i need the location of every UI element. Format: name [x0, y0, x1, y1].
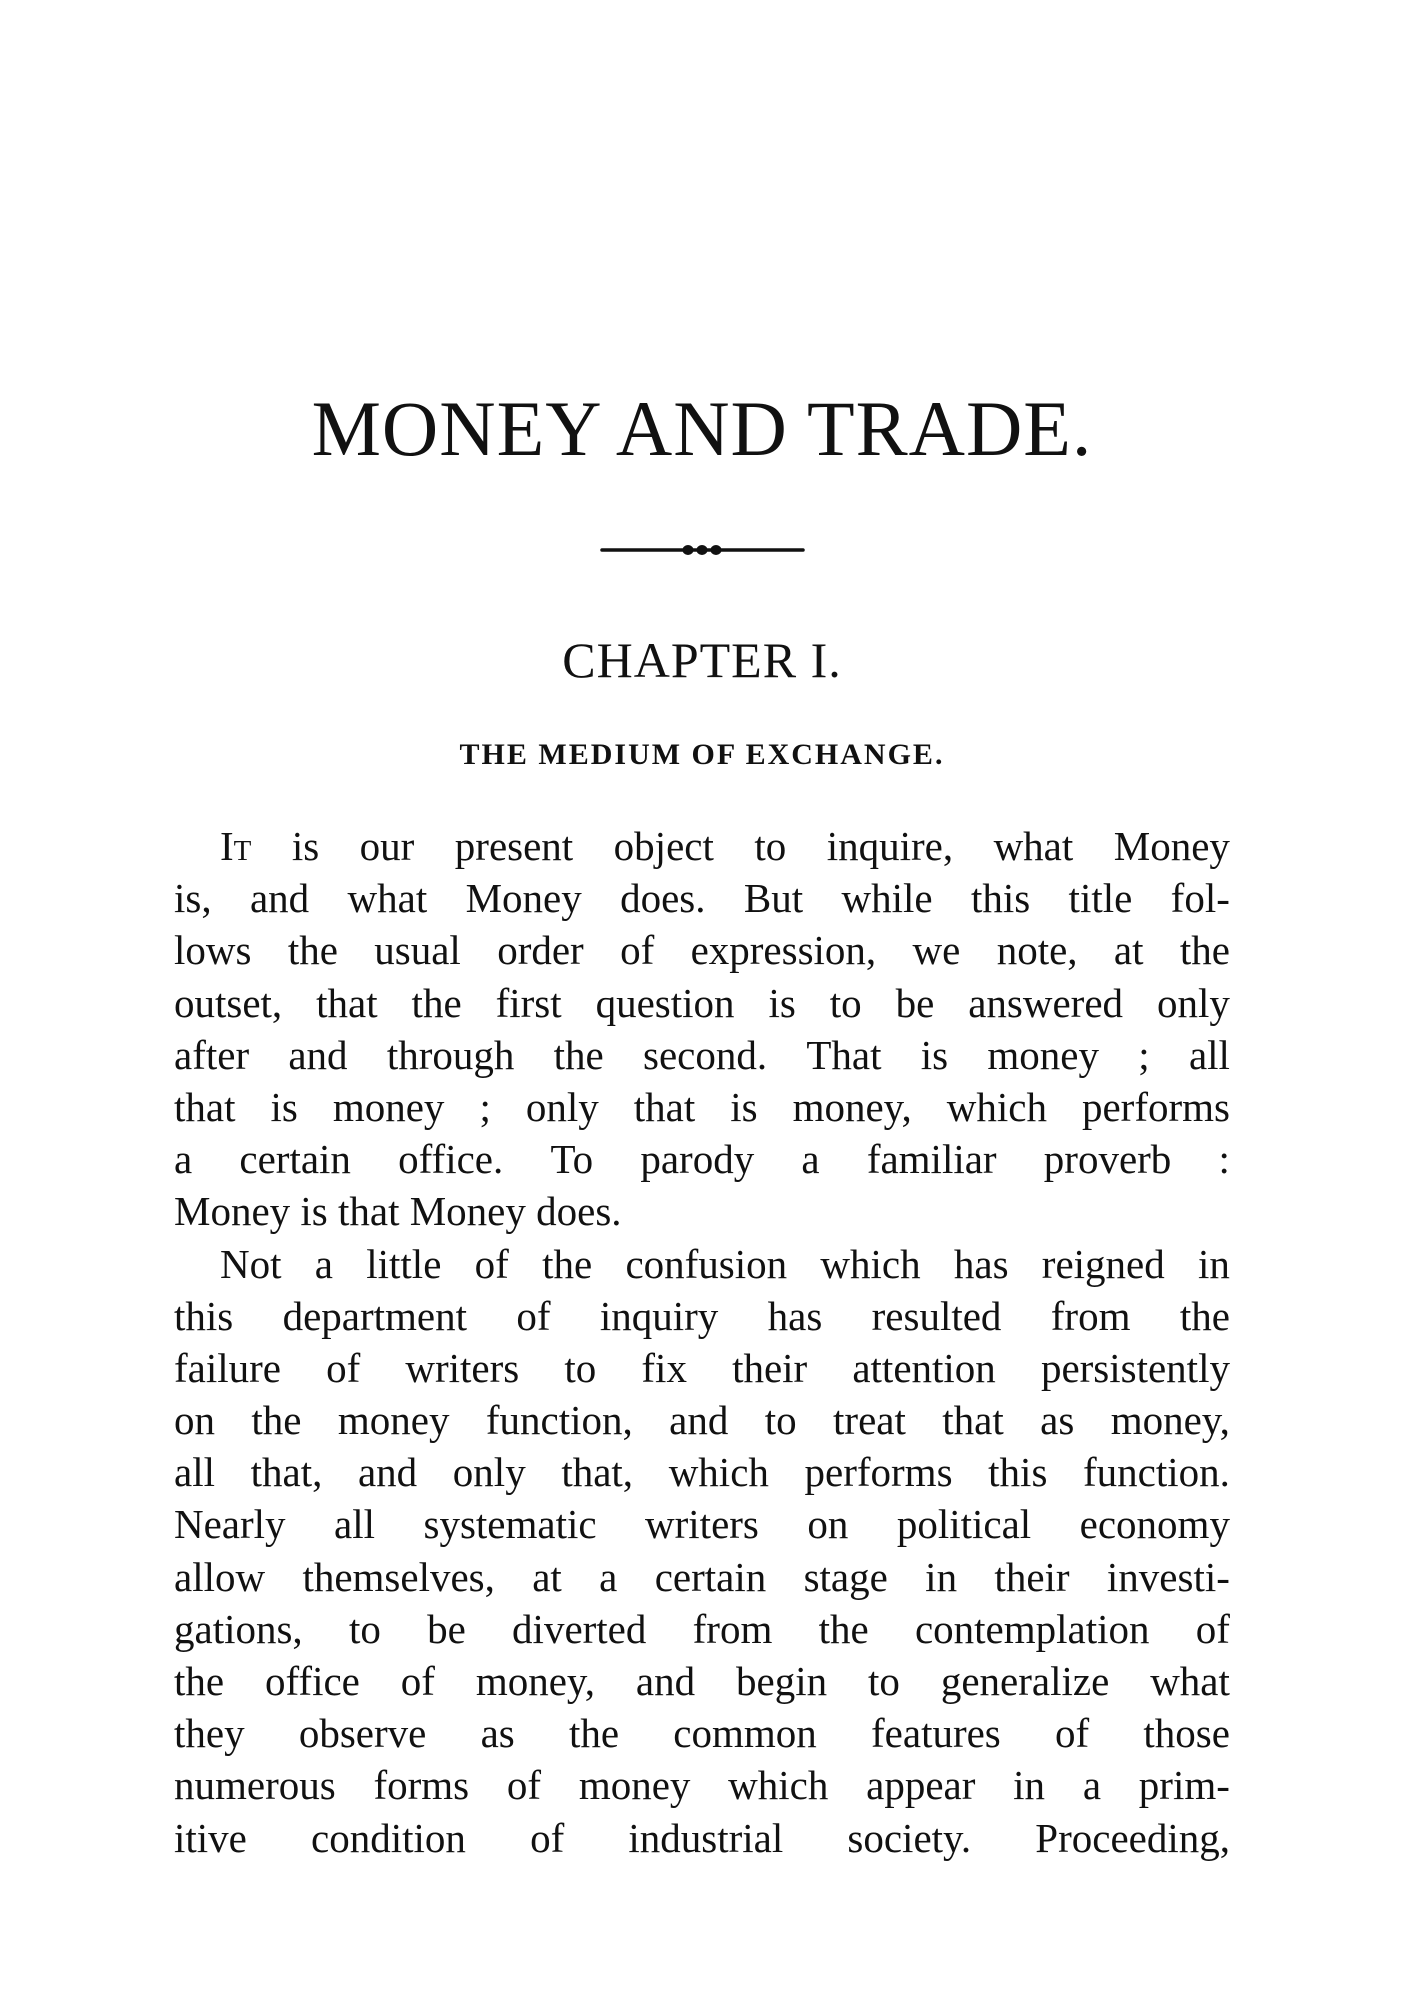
word: those: [1143, 1710, 1230, 1757]
word: a: [599, 1553, 618, 1600]
word: systematic: [423, 1501, 597, 1548]
word: Money: [1113, 823, 1230, 869]
text-line: [174, 820, 1230, 872]
word: which: [946, 1083, 1047, 1130]
text-line: [174, 1081, 1230, 1133]
word: and: [249, 875, 310, 922]
text-line: [174, 1551, 1230, 1603]
word: inquiry: [599, 1292, 719, 1339]
word: their: [994, 1553, 1070, 1600]
text-line: [174, 872, 1230, 924]
word: to: [754, 823, 787, 869]
word: performs: [804, 1449, 953, 1496]
word: a: [174, 1136, 193, 1183]
word: allow: [174, 1553, 266, 1600]
word: the: [411, 979, 462, 1026]
word: confusion: [625, 1240, 788, 1287]
word: Money: [465, 875, 582, 922]
word: failure: [174, 1344, 281, 1391]
word: certain: [239, 1136, 351, 1183]
word: fol-: [1170, 875, 1230, 922]
word: and: [635, 1658, 696, 1704]
word: and: [669, 1397, 729, 1444]
word: their: [732, 1344, 808, 1391]
word: performs: [1081, 1083, 1230, 1130]
word: begin: [736, 1658, 828, 1704]
word: a: [801, 1136, 820, 1183]
word: after: [174, 1031, 250, 1078]
word: only: [1156, 979, 1230, 1026]
text-line: [174, 1133, 1230, 1185]
word: condition: [311, 1814, 466, 1861]
text-line: [174, 1603, 1230, 1655]
word: object: [613, 823, 714, 869]
text-line: [174, 1498, 1230, 1550]
word: of: [620, 927, 655, 974]
word: a: [314, 1240, 333, 1287]
word: inquire,: [826, 823, 954, 869]
text-line: [174, 977, 1230, 1029]
word: which: [668, 1449, 769, 1496]
word: in: [925, 1553, 958, 1600]
word: only: [525, 1083, 599, 1130]
word: common: [673, 1710, 817, 1757]
word: lows: [174, 927, 252, 974]
word: from: [692, 1605, 773, 1652]
word: is: [270, 1083, 298, 1130]
word: Nearly: [174, 1501, 286, 1548]
word: we: [912, 927, 961, 974]
word: persistently: [1040, 1344, 1230, 1391]
book-title: MONEY AND TRADE.: [311, 385, 1093, 472]
text-line: [174, 1655, 1230, 1707]
word: which: [728, 1762, 829, 1809]
word: only: [452, 1449, 526, 1496]
word: note,: [996, 927, 1078, 974]
word: that: [633, 1083, 696, 1130]
word: itive: [174, 1814, 247, 1861]
word: themselves,: [302, 1553, 495, 1600]
word: is: [730, 1083, 758, 1130]
word: That: [806, 1031, 882, 1078]
word: to: [764, 1397, 797, 1444]
word: answered: [968, 979, 1124, 1026]
word: of: [530, 1814, 565, 1861]
word: this: [970, 875, 1031, 922]
chapter-title: THE MEDIUM OF EXCHANGE.: [459, 738, 945, 771]
word: second.: [643, 1031, 768, 1078]
word: is,: [174, 875, 212, 922]
word: and: [357, 1449, 418, 1496]
word: Proceeding,: [1035, 1814, 1230, 1861]
text-line: [174, 1707, 1230, 1759]
word: present: [454, 823, 574, 869]
word: society.: [847, 1814, 972, 1861]
word: ;: [1138, 1031, 1150, 1078]
word: function.: [1083, 1449, 1230, 1496]
word: the: [818, 1605, 869, 1652]
word: gations,: [174, 1605, 303, 1652]
word: of: [1055, 1710, 1090, 1757]
word: this: [988, 1449, 1048, 1496]
word: what: [993, 823, 1074, 869]
body-text: [174, 820, 1230, 1864]
word: in: [1198, 1240, 1230, 1287]
word: all: [1188, 1031, 1230, 1078]
text-line: [174, 1029, 1230, 1081]
word: the: [553, 1031, 604, 1078]
word: money: [337, 1397, 450, 1444]
word: to: [564, 1344, 597, 1391]
text-line: [174, 924, 1230, 976]
word: department: [282, 1292, 468, 1339]
text-line: [174, 1238, 1230, 1290]
word: money: [987, 1031, 1099, 1078]
word: certain: [654, 1553, 767, 1600]
word: expression,: [690, 927, 877, 974]
word: at: [532, 1553, 562, 1600]
text-line: [174, 1185, 1230, 1237]
word: of: [326, 1344, 361, 1391]
word: that: [316, 979, 378, 1026]
word: does.: [620, 875, 706, 922]
word: generalize: [940, 1658, 1110, 1704]
word: To: [550, 1136, 594, 1183]
word: to: [829, 979, 862, 1026]
word: of: [474, 1240, 509, 1287]
word: the: [542, 1240, 593, 1287]
word: features: [871, 1710, 1001, 1757]
word: ;: [479, 1083, 491, 1130]
word: resulted: [871, 1292, 1002, 1339]
word: is: [768, 979, 796, 1026]
word: that,: [561, 1449, 634, 1496]
word: money: [578, 1762, 691, 1809]
word: attention: [852, 1344, 996, 1391]
word: parody: [640, 1136, 755, 1183]
word: title: [1068, 875, 1133, 922]
word: office.: [398, 1136, 504, 1183]
word: this: [174, 1292, 234, 1339]
word: to: [868, 1658, 900, 1704]
text-line: [174, 1759, 1230, 1811]
word: is: [291, 823, 320, 869]
word: at: [1113, 927, 1144, 974]
word: what: [347, 875, 428, 922]
text-line: [174, 1812, 1230, 1864]
word: has: [767, 1292, 823, 1339]
word: the: [1179, 1292, 1230, 1339]
word: Not: [220, 1240, 282, 1287]
word: that,: [250, 1449, 323, 1496]
word: contemplation: [914, 1605, 1150, 1652]
word: of: [506, 1762, 542, 1809]
chapter-number: CHAPTER I.: [562, 632, 842, 688]
word: money,: [792, 1083, 912, 1130]
word: of: [516, 1292, 551, 1339]
word: usual: [374, 927, 461, 974]
word: is: [920, 1031, 949, 1078]
word: money,: [475, 1658, 596, 1704]
word: through: [386, 1031, 515, 1078]
word: little: [366, 1240, 442, 1287]
word: money,: [1110, 1397, 1230, 1444]
word: as: [480, 1710, 515, 1757]
word: treat: [833, 1397, 906, 1444]
word: industrial: [628, 1814, 784, 1861]
word: political: [896, 1501, 1032, 1548]
word: has: [953, 1240, 1009, 1287]
drop-cap-word: It: [220, 823, 252, 869]
word: that: [174, 1083, 236, 1130]
word: the: [174, 1658, 225, 1704]
word: be: [895, 979, 935, 1026]
word: all: [334, 1501, 376, 1548]
word: numerous: [174, 1762, 336, 1809]
ornament-divider-icon: [600, 542, 805, 558]
word: outset,: [174, 979, 283, 1026]
text-line: [174, 1446, 1230, 1498]
word: the: [568, 1710, 620, 1757]
word: prim-: [1138, 1762, 1230, 1809]
word: and: [288, 1031, 348, 1078]
word: money: [332, 1083, 445, 1130]
word: while: [841, 875, 933, 922]
word: what: [1150, 1658, 1230, 1704]
word: be: [427, 1605, 466, 1652]
word: appear: [866, 1762, 976, 1809]
word: fix: [641, 1344, 687, 1391]
text-line: [174, 1342, 1230, 1394]
word: that: [942, 1397, 1004, 1444]
word: economy: [1079, 1501, 1230, 1548]
word: the: [287, 927, 338, 974]
word: :: [1218, 1136, 1230, 1183]
word: which: [820, 1240, 921, 1287]
word: from: [1050, 1292, 1131, 1339]
word: first: [495, 979, 562, 1026]
word: proverb: [1043, 1136, 1172, 1183]
word: as: [1040, 1397, 1075, 1444]
word: our: [359, 823, 415, 869]
word: all: [174, 1449, 215, 1496]
word: writers: [645, 1501, 759, 1548]
word: question: [595, 979, 735, 1026]
word: investi-: [1106, 1553, 1230, 1600]
word: on: [807, 1501, 849, 1548]
word: in: [1013, 1762, 1046, 1809]
text-line: [174, 1290, 1230, 1342]
word: forms: [373, 1762, 470, 1809]
word: function,: [485, 1397, 633, 1444]
word: of: [1195, 1605, 1230, 1652]
word: a: [1082, 1762, 1102, 1809]
word: order: [497, 927, 584, 974]
word: they: [174, 1710, 245, 1757]
word: of: [400, 1658, 435, 1704]
word: familiar: [866, 1136, 997, 1183]
word: reigned: [1041, 1240, 1165, 1287]
word: the: [251, 1397, 302, 1444]
word: the: [1179, 927, 1230, 974]
word: office: [265, 1658, 360, 1704]
word: on: [174, 1397, 215, 1444]
word: observe: [298, 1710, 427, 1757]
word: stage: [803, 1553, 888, 1600]
word: diverted: [512, 1605, 647, 1652]
word: to: [348, 1605, 381, 1652]
text-line: [174, 1394, 1230, 1446]
word: writers: [405, 1344, 520, 1391]
word: But: [743, 875, 804, 922]
word: Money is that Money does.: [174, 1188, 622, 1235]
